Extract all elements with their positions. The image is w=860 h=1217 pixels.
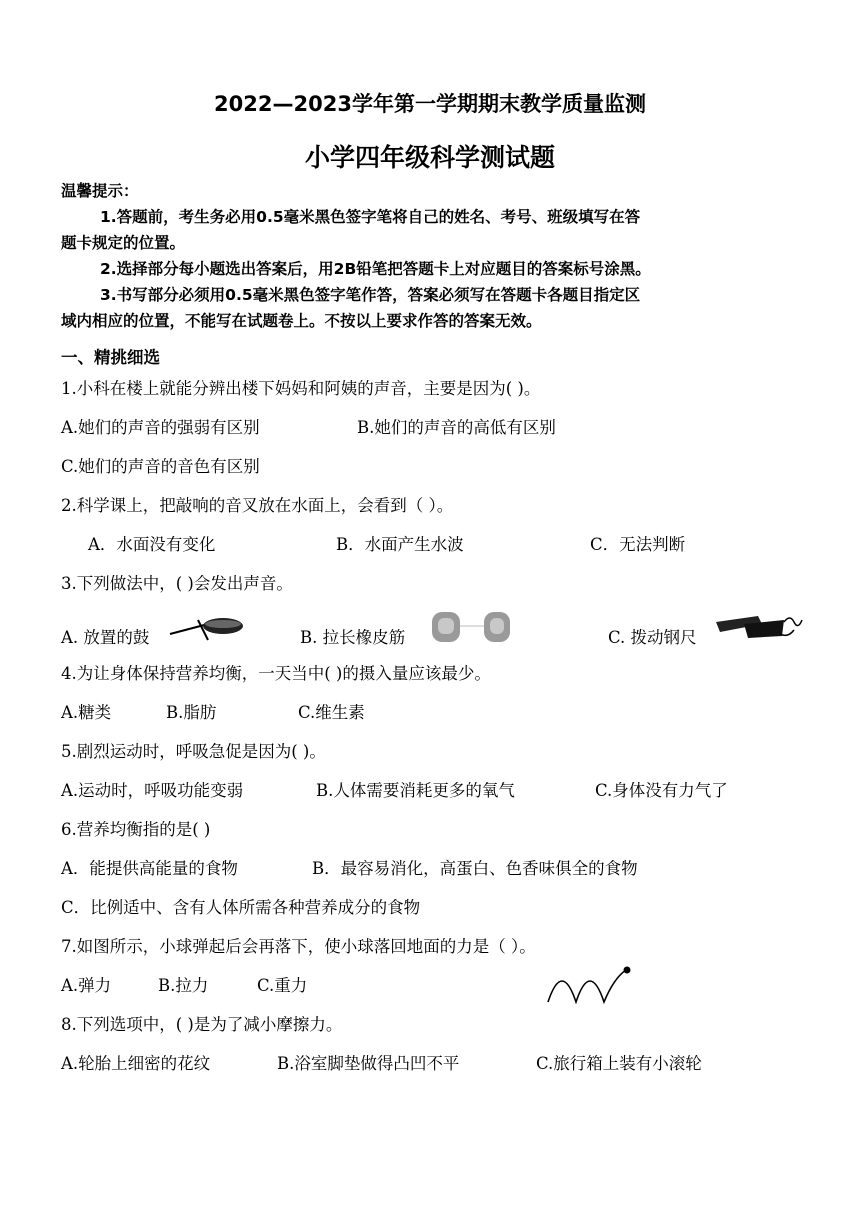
question-3-option-c: C. 拨动钢尺: [608, 628, 697, 647]
question-3-option-a: A. 放置的鼓: [61, 628, 150, 647]
question-6-option-a: A．能提供高能量的食物: [61, 859, 238, 878]
tip-1-line-2: 题卡规定的位置。: [61, 234, 186, 252]
bouncing-ball-figure: [544, 964, 636, 1004]
question-7-option-b: B.拉力: [158, 976, 209, 995]
question-2-option-a: A．水面没有变化: [88, 535, 216, 554]
question-5-option-c: C.身体没有力气了: [595, 781, 728, 800]
question-4-option-c: C.维生素: [298, 703, 365, 722]
section-heading: 一、精挑细选: [61, 348, 160, 367]
question-8-option-b: B.浴室脚垫做得凸凹不平: [277, 1054, 460, 1073]
question-6-option-c: C．比例适中、含有人体所需各种营养成分的食物: [61, 898, 421, 917]
question-2-option-c: C．无法判断: [590, 535, 686, 554]
question-7-stem: 7.如图所示，小球弹起后会再落下，使小球落回地面的力是（ ）。: [61, 937, 536, 956]
exam-title: 2022—2023学年第一学期期末教学质量监测: [214, 92, 646, 116]
rubber-band-figure: [430, 606, 514, 646]
question-7-option-c: C.重力: [257, 976, 308, 995]
question-6-option-b: B．最容易消化，高蛋白、色香味俱全的食物: [312, 859, 638, 878]
question-1-option-a: A.她们的声音的强弱有区别: [61, 418, 260, 437]
question-4-option-a: A.糖类: [61, 703, 112, 722]
drum-figure: [168, 610, 248, 642]
question-2-stem: 2.科学课上，把敲响的音叉放在水面上，会看到（ ）。: [61, 496, 454, 515]
question-8-option-c: C.旅行箱上装有小滚轮: [536, 1054, 702, 1073]
tip-1-line-1: 1.答题前，考生务必用0.5毫米黑色签字笔将自己的姓名、考号、班级填写在答: [100, 208, 641, 226]
question-8-option-a: A.轮胎上细密的花纹: [61, 1054, 211, 1073]
question-2-option-b: B．水面产生水波: [336, 535, 464, 554]
question-8-stem: 8.下列选项中，( )是为了减小摩擦力。: [61, 1015, 343, 1034]
question-4-option-b: B.脂肪: [166, 703, 217, 722]
question-1-option-c: C.她们的声音的音色有区别: [61, 457, 260, 476]
question-1-stem: 1.小科在楼上就能分辨出楼下妈妈和阿姨的声音，主要是因为( )。: [61, 379, 541, 398]
tip-3-line-2: 域内相应的位置，不能写在试题卷上。不按以上要求作答的答案无效。: [61, 312, 542, 330]
ruler-figure: [714, 610, 806, 642]
question-6-stem: 6.营养均衡指的是( ): [61, 820, 211, 839]
tip-2: 2.选择部分每小题选出答案后，用2B铅笔把答题卡上对应题目的答案标号涂黑。: [100, 260, 651, 278]
question-4-stem: 4.为让身体保持营养均衡，一天当中( )的摄入量应该最少。: [61, 664, 491, 683]
exam-subtitle: 小学四年级科学测试题: [304, 143, 555, 172]
question-7-option-a: A.弹力: [61, 976, 112, 995]
tip-3-line-1: 3.书写部分必须用0.5毫米黑色签字笔作答，答案必须写在答题卡各题目指定区: [100, 286, 641, 304]
question-1-option-b: B.她们的声音的高低有区别: [357, 418, 556, 437]
question-3-stem: 3.下列做法中，( )会发出声音。: [61, 574, 293, 593]
question-5-option-a: A.运动时，呼吸功能变弱: [61, 781, 244, 800]
question-3-option-b: B. 拉长橡皮筋: [300, 628, 406, 647]
question-5-stem: 5.剧烈运动时，呼吸急促是因为( )。: [61, 742, 326, 761]
question-5-option-b: B.人体需要消耗更多的氧气: [316, 781, 515, 800]
tips-heading: 温馨提示：: [61, 182, 139, 200]
